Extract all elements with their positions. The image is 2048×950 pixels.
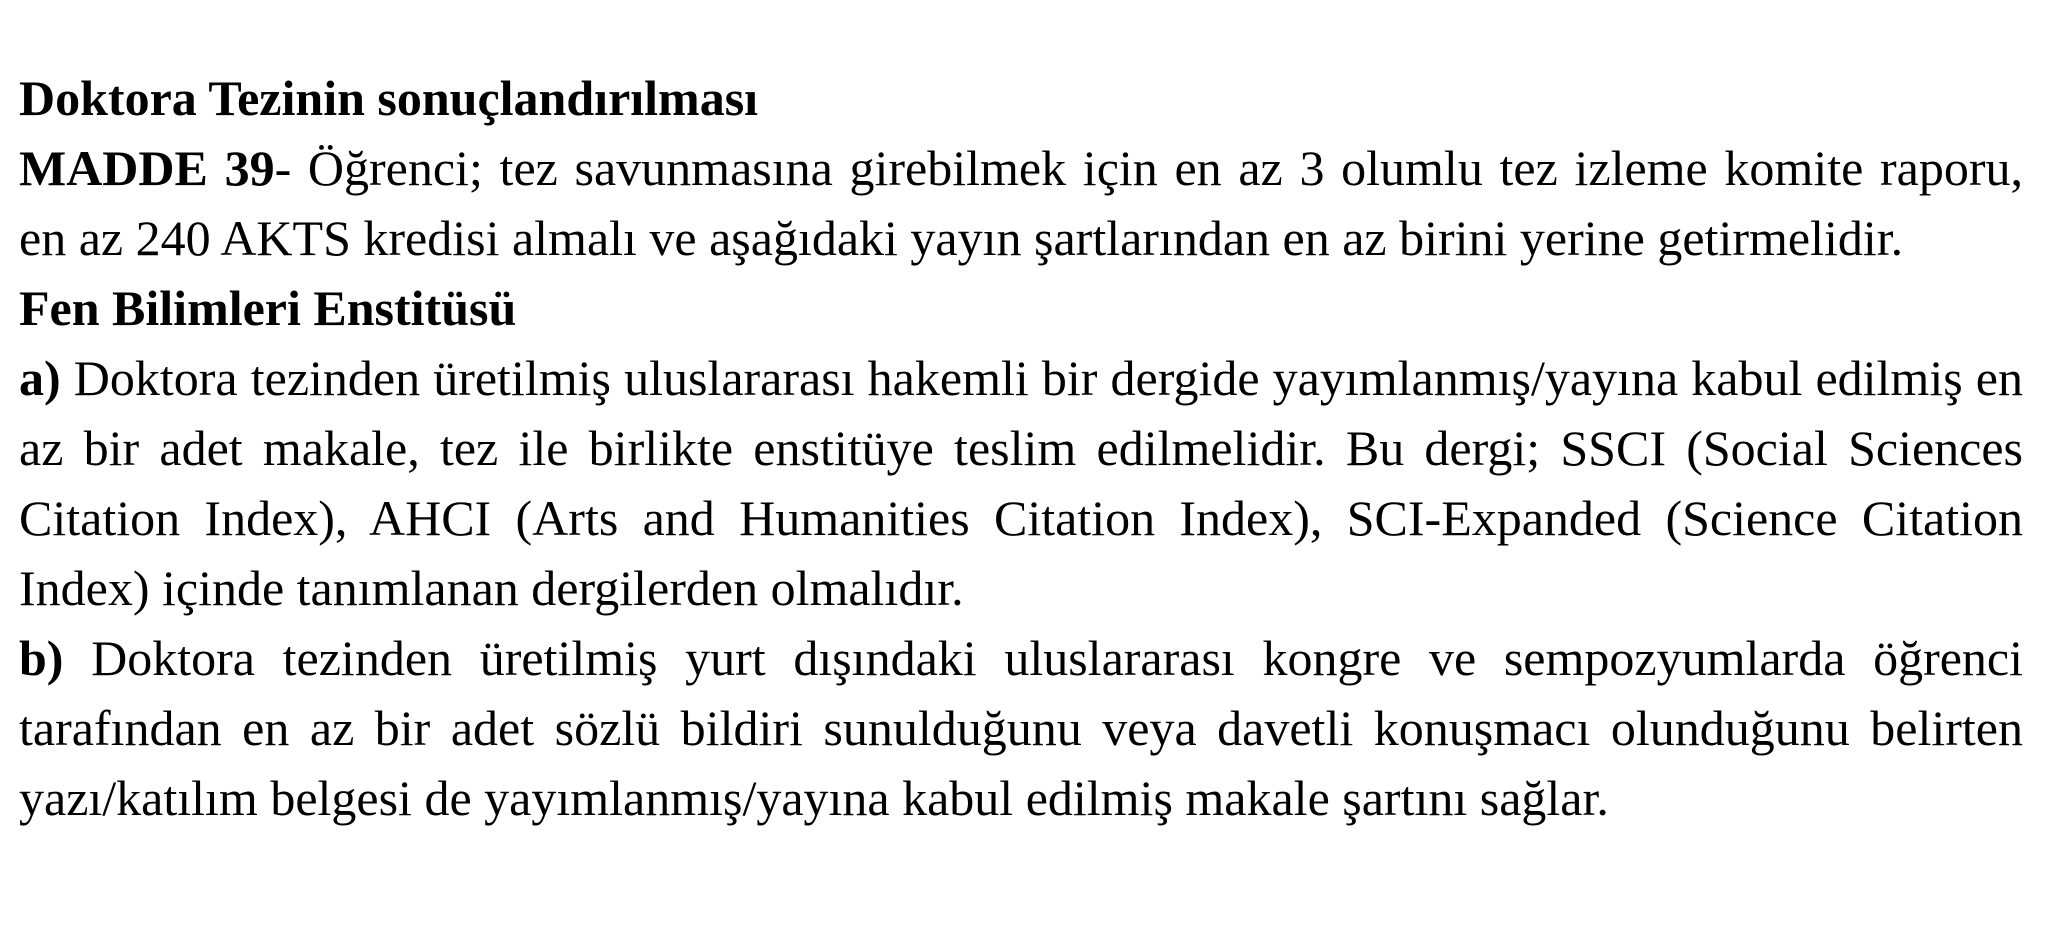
- item-a-paragraph: [19, 343, 2023, 623]
- item-a-text: Doktora tezinden üretilmiş uluslararası hakemli bir dergide yayımlanmış/yayına kabul edilmiş en az bir adet makale, tez ile birlikte enstitüye teslim edilmelidir. Bu dergi; SSCI (Social Sciences Citation Index), AHCI (Arts and Humanities Citation Index), SCI-Expanded (Science Citation Index) içinde tanımlanan dergilerden olmalıdır.: [19, 350, 2023, 616]
- item-b-text: Doktora tezinden üretilmiş yurt dışındaki uluslararası kongre ve sempozyumlarda öğrenci tarafından en az bir adet sözlü bildiri sunulduğunu veya davetli konuşmacı olunduğunu belirten yazı/katılım belgesi de yayımlanmış/yayına kabul edilmiş makale şartını sağlar.: [19, 630, 2023, 826]
- item-b-label: b): [19, 630, 64, 686]
- item-a-label: a): [19, 350, 61, 406]
- article-text: - Öğrenci; tez savunmasına girebilmek için en az 3 olumlu tez izleme komite raporu, en az 240 AKTS kredisi almalı ve aşağıdaki yayın şartlarından en az birini yerine getirmelidir.: [19, 140, 2023, 266]
- section-title: Fen Bilimleri Enstitüsü: [19, 280, 517, 336]
- article-paragraph: [19, 133, 2023, 273]
- article-label: MADDE 39: [19, 140, 275, 196]
- document-title: Doktora Tezinin sonuçlandırılması: [19, 70, 759, 126]
- item-b-paragraph: [19, 623, 2023, 833]
- document-body: [19, 63, 2023, 833]
